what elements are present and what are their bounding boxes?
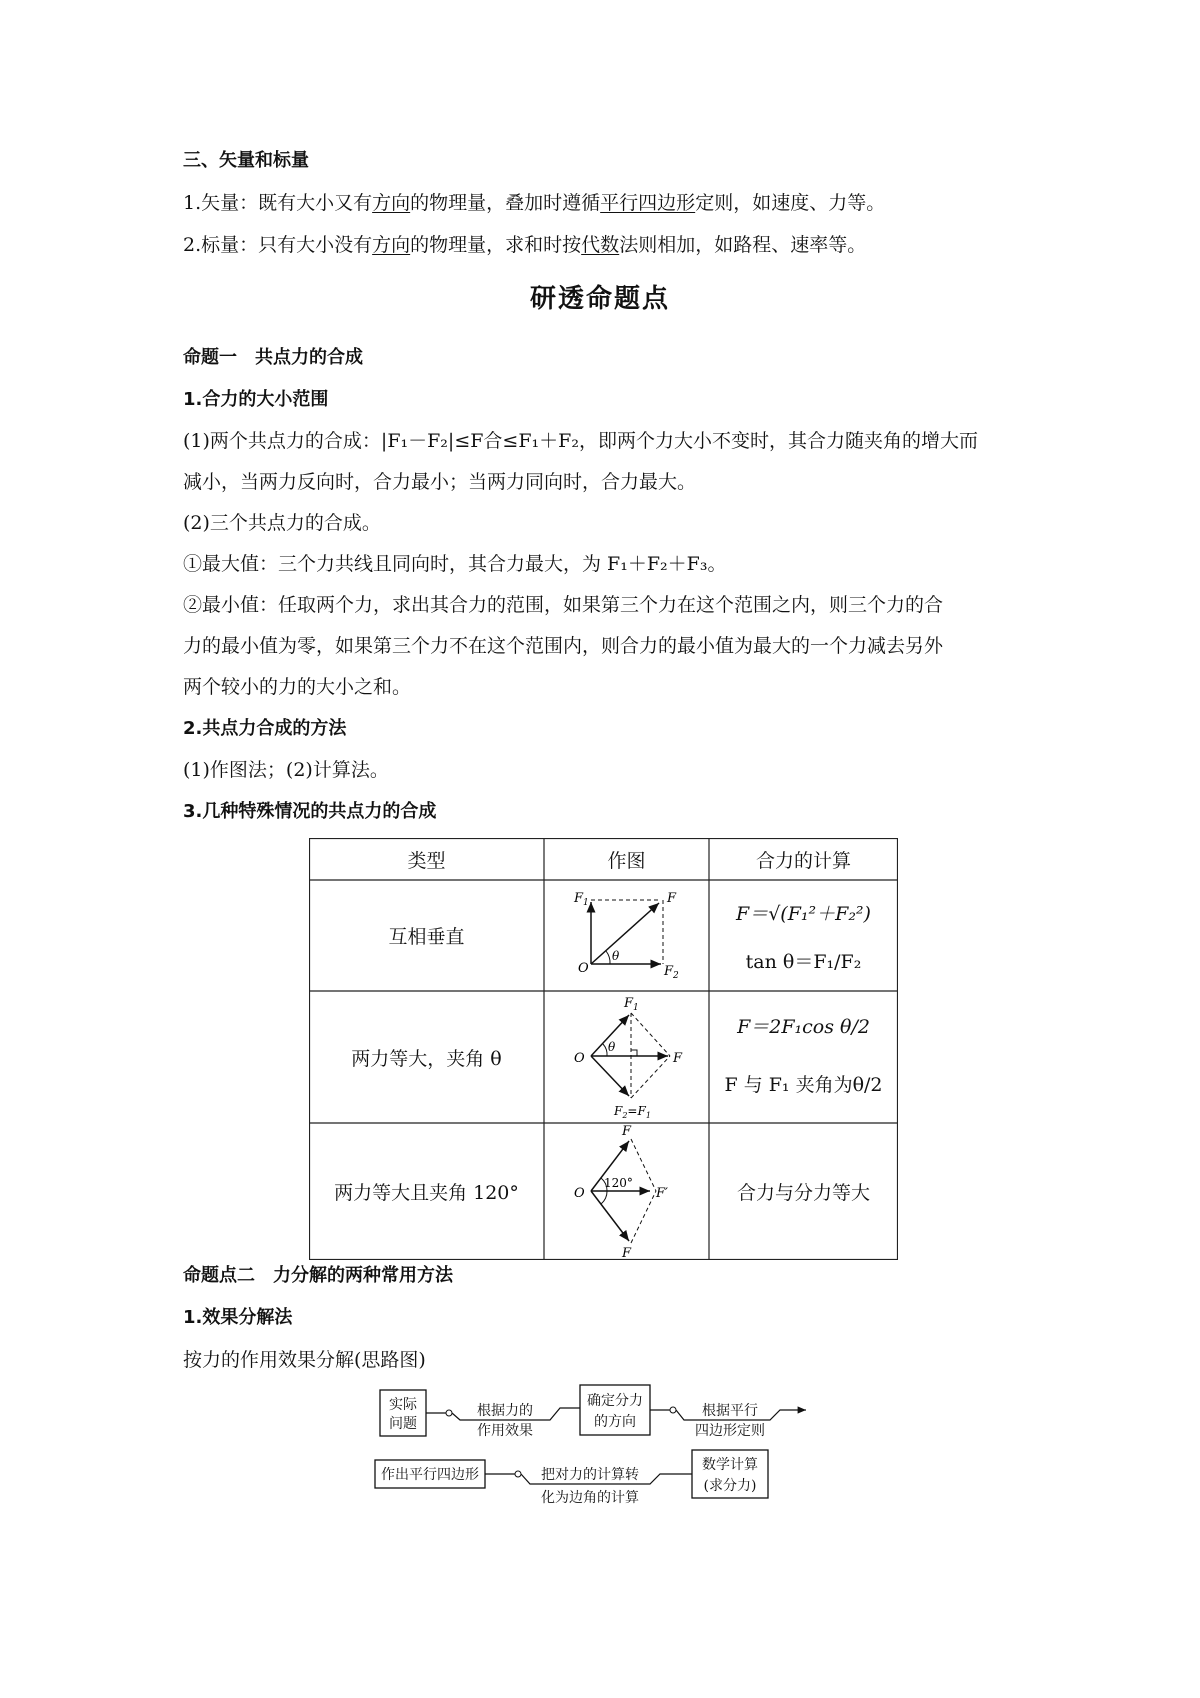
underlined-term: 平行四边形 <box>600 192 696 214</box>
label-F: F <box>673 1051 683 1066</box>
paragraph-line: (1)作图法；(2)计算法。 <box>183 759 389 781</box>
flow-box-text: 问题 <box>389 1416 417 1432</box>
flow-step-text: 根据力的 <box>477 1403 533 1419</box>
flow-step-text: 化为边角的计算 <box>541 1490 639 1506</box>
label-Fprime: F′ <box>656 1186 668 1201</box>
text-span: 法则相加，如路程、速率等。 <box>619 234 867 256</box>
row1-calc1: F＝√(F₁²＋F₂²) <box>736 903 871 925</box>
flow-box-text: 的方向 <box>594 1414 636 1430</box>
flow-step-text: 四边形定则 <box>695 1423 765 1439</box>
paragraph-line: 两个较小的力的大小之和。 <box>183 676 412 698</box>
label-theta: θ <box>612 949 620 963</box>
row3-calc: 合力与分力等大 <box>736 1182 870 1204</box>
underlined-term: 代数 <box>581 234 620 256</box>
label-O: O <box>574 1186 585 1201</box>
label-F1: $F_1$ <box>624 996 639 1013</box>
paragraph-line: 力的最小值为零，如果第三个力不在这个范围内，则合力的最小值为最大的一个力减去另外 <box>183 635 944 657</box>
flow-box-text: 确定分力 <box>587 1393 643 1409</box>
label-theta: θ <box>608 1040 616 1054</box>
scalar-definition <box>183 232 1033 258</box>
equal-forces-diagram <box>544 991 709 1123</box>
underlined-term: 方向 <box>372 234 411 256</box>
paragraph-line: ②最小值：任取两个力，求出其合力的范围，如果第三个力在这个范围之内，则三个力的合 <box>183 594 944 616</box>
text-span: 的物理量，求和时按 <box>410 234 582 256</box>
row2-type: 两力等大，夹角 θ <box>351 1047 502 1070</box>
main-title: 研透命题点 <box>529 284 670 314</box>
label-F2: $F_2$ <box>664 964 679 981</box>
label-O: O <box>578 961 589 976</box>
topic1-sub2: 2.共点力合成的方法 <box>183 718 347 739</box>
flow-box-text: (求分力) <box>703 1478 757 1494</box>
flow-box-text: 实际 <box>389 1397 417 1413</box>
paragraph-line: (1)两个共点力的合成：|F₁－F₂|≤F合≤F₁＋F₂，即两个力大小不变时，其合力随夹角的增大而 <box>183 430 978 452</box>
topic1-sub3: 3.几种特殊情况的共点力的合成 <box>183 801 437 822</box>
composition-table <box>309 838 898 1260</box>
paragraph-line: 减小，当两力反向时，合力最小；当两力同向时，合力最大。 <box>183 471 697 493</box>
header-type: 类型 <box>407 849 446 872</box>
text-span: 的物理量，叠加时遵循 <box>410 192 601 214</box>
label-F-bottom: F <box>622 1246 632 1260</box>
topic2-heading: 命题点二 力分解的两种常用方法 <box>183 1265 453 1286</box>
flow-step-text: 把对力的计算转 <box>541 1467 639 1483</box>
label-F-top: F <box>622 1124 632 1139</box>
label-F2-eq-F1: $F_2=F_1$ <box>614 1104 651 1120</box>
row2-calc1: F＝2F₁cos θ/2 <box>737 1016 870 1038</box>
flow-step-text: 作用效果 <box>477 1423 533 1439</box>
flow-box-text: 作出平行四边形 <box>381 1467 479 1483</box>
row1-type: 互相垂直 <box>388 926 465 948</box>
paragraph-line: (2)三个共点力的合成。 <box>183 512 381 534</box>
text-span: 2.标量：只有大小没有 <box>183 234 373 256</box>
paragraph-line: ①最大值：三个力共线且同向时，其合力最大，为 F₁＋F₂＋F₃。 <box>183 553 727 575</box>
topic1-heading: 命题一 共点力的合成 <box>183 347 363 368</box>
row1-calc2: tan θ＝F₁/F₂ <box>745 950 862 973</box>
flow-step-text: 根据平行 <box>702 1403 758 1419</box>
text-span: 1.矢量：既有大小又有 <box>183 192 373 214</box>
perpendicular-diagram <box>544 880 709 991</box>
label-120: 120° <box>604 1176 633 1190</box>
decomposition-flowchart <box>370 1380 840 1530</box>
paragraph-line: 按力的作用效果分解(思路图) <box>183 1349 426 1371</box>
label-F1: $F_1$ <box>574 891 589 908</box>
topic2-sub1: 1.效果分解法 <box>183 1307 293 1328</box>
flow-box-text: 数学计算 <box>702 1457 758 1473</box>
text-span: 定则，如速度、力等。 <box>695 192 886 214</box>
label-F: F <box>667 891 677 906</box>
row2-calc2: F 与 F₁ 夹角为θ/2 <box>724 1074 883 1096</box>
underlined-term: 方向 <box>372 192 411 214</box>
label-O: O <box>574 1051 585 1066</box>
section-heading: 三、矢量和标量 <box>183 150 309 171</box>
header-diagram: 作图 <box>607 849 646 872</box>
topic1-sub1: 1.合力的大小范围 <box>183 389 329 410</box>
header-calc: 合力的计算 <box>755 849 851 872</box>
vector-definition <box>183 190 1033 216</box>
120-degree-diagram <box>544 1123 709 1260</box>
row3-type: 两力等大且夹角 120° <box>334 1182 519 1204</box>
